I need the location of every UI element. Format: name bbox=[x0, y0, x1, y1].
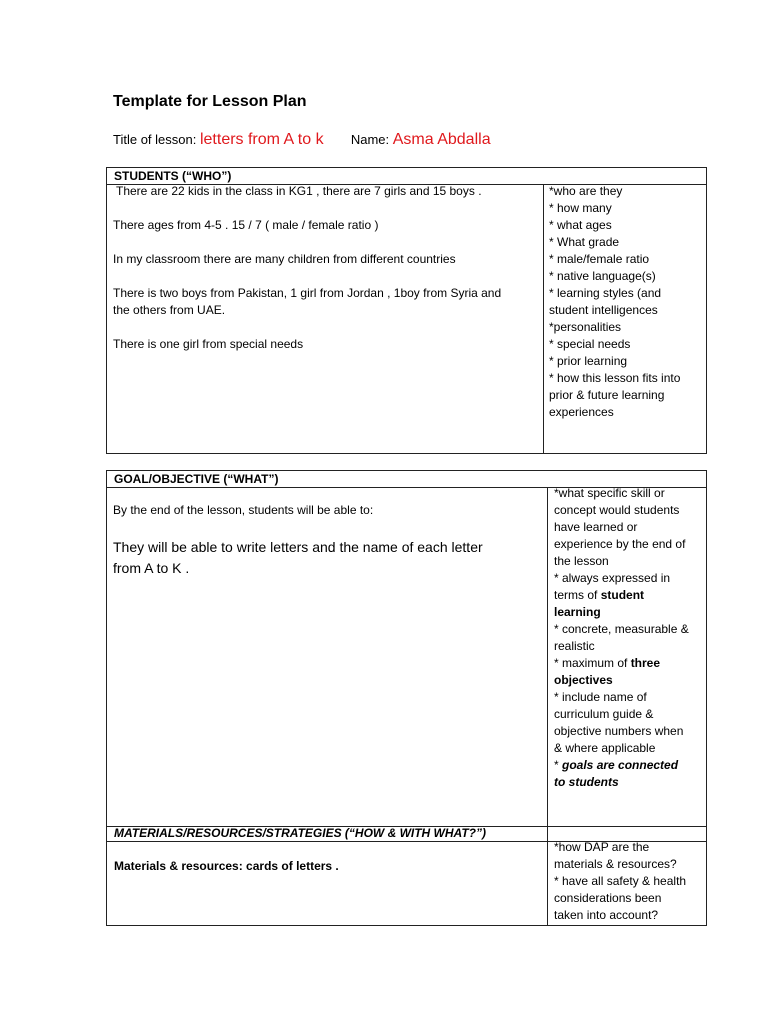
author-name-value: Asma Abdalla bbox=[392, 131, 491, 148]
hint-line: student intelligences bbox=[549, 303, 658, 317]
students-line-1: There are 22 kids in the class in KG1 , there are 7 girls and 15 boys . bbox=[116, 184, 482, 198]
hint-line: * native language(s) bbox=[549, 269, 656, 283]
hint-line bbox=[554, 587, 689, 604]
goal-hints bbox=[554, 485, 689, 791]
lesson-title-line bbox=[113, 131, 491, 149]
hint-line: experience by the end of bbox=[554, 537, 686, 551]
hint-line bbox=[554, 655, 689, 672]
students-line-3: In my classroom there are many children from different countries bbox=[113, 252, 456, 266]
hint-line: the lesson bbox=[554, 554, 609, 568]
students-heading: STUDENTS (“WHO”) bbox=[107, 168, 706, 185]
lesson-title-label: Title of lesson: bbox=[113, 132, 197, 147]
hint-line: * include name of bbox=[554, 690, 647, 704]
hint-line bbox=[554, 604, 689, 621]
column-divider bbox=[547, 487, 548, 826]
students-hints bbox=[549, 183, 680, 421]
hint-text: * bbox=[554, 758, 563, 772]
hint-bold-italic-text: to students bbox=[554, 775, 619, 789]
hint-bold-text: objectives bbox=[554, 673, 613, 687]
goal-objective-line-1: They will be able to write letters and the name of each letter bbox=[113, 539, 483, 555]
hint-line: taken into account? bbox=[554, 908, 659, 922]
materials-heading: MATERIALS/RESOURCES/STRATEGIES (“HOW & WITH WHAT?”) bbox=[114, 826, 486, 840]
hint-line: materials & resources? bbox=[554, 857, 677, 871]
hint-line: have learned or bbox=[554, 520, 638, 534]
materials-line: Materials & resources: cards of letters . bbox=[114, 859, 339, 873]
hint-line: prior & future learning bbox=[549, 388, 665, 402]
students-table bbox=[106, 167, 707, 454]
hint-line: * have all safety & health bbox=[554, 874, 687, 888]
hint-line: *what specific skill or bbox=[554, 486, 665, 500]
hint-line: experiences bbox=[549, 405, 614, 419]
hint-line: * what ages bbox=[549, 218, 612, 232]
hint-line bbox=[554, 757, 689, 774]
hint-line: * prior learning bbox=[549, 354, 628, 368]
hint-line: * learning styles (and bbox=[549, 286, 662, 300]
hint-line: *personalities bbox=[549, 320, 622, 334]
goal-materials-table bbox=[106, 470, 707, 926]
hint-line bbox=[554, 672, 689, 689]
hint-line: concept would students bbox=[554, 503, 680, 517]
hint-line: * how this lesson fits into bbox=[549, 371, 681, 385]
document-title: Template for Lesson Plan bbox=[113, 93, 307, 110]
hint-bold-text: student bbox=[600, 588, 645, 602]
hint-line: * concrete, measurable & bbox=[554, 622, 689, 636]
hint-bold-text: learning bbox=[554, 605, 601, 619]
hint-line: * always expressed in bbox=[554, 571, 671, 585]
goal-objective-line-2: from A to K . bbox=[113, 560, 190, 576]
author-name-label: Name: bbox=[350, 132, 390, 147]
students-line-6: There is one girl from special needs bbox=[113, 337, 304, 351]
hint-bold-italic-text: goals are connected bbox=[562, 758, 679, 772]
hint-line: * how many bbox=[549, 201, 612, 215]
hint-line: curriculum guide & bbox=[554, 707, 654, 721]
hint-line: * special needs bbox=[549, 337, 631, 351]
column-divider bbox=[543, 184, 544, 453]
students-line-5: the others from UAE. bbox=[113, 303, 226, 317]
hint-line: * male/female ratio bbox=[549, 252, 650, 266]
hint-line: * What grade bbox=[549, 235, 620, 249]
hint-bold-text: three bbox=[630, 656, 661, 670]
hint-text: * maximum of bbox=[554, 656, 631, 670]
hint-line: & where applicable bbox=[554, 741, 656, 755]
hint-line: realistic bbox=[554, 639, 595, 653]
hint-line: objective numbers when bbox=[554, 724, 684, 738]
hint-line: considerations been bbox=[554, 891, 662, 905]
lesson-title-value: letters from A to k bbox=[199, 131, 324, 148]
materials-hints bbox=[554, 839, 686, 924]
hint-line: *who are they bbox=[549, 184, 623, 198]
hint-line bbox=[554, 774, 689, 791]
goal-heading: GOAL/OBJECTIVE (“WHAT”) bbox=[107, 471, 706, 488]
hint-text: terms of bbox=[554, 588, 601, 602]
students-line-4: There is two boys from Pakistan, 1 girl from Jordan , 1boy from Syria and bbox=[113, 286, 502, 300]
goal-intro: By the end of the lesson, students will be able to: bbox=[113, 503, 374, 517]
hint-line: *how DAP are the bbox=[554, 840, 650, 854]
students-line-2: There ages from 4-5 . 15 / 7 ( male / female ratio ) bbox=[113, 218, 379, 232]
